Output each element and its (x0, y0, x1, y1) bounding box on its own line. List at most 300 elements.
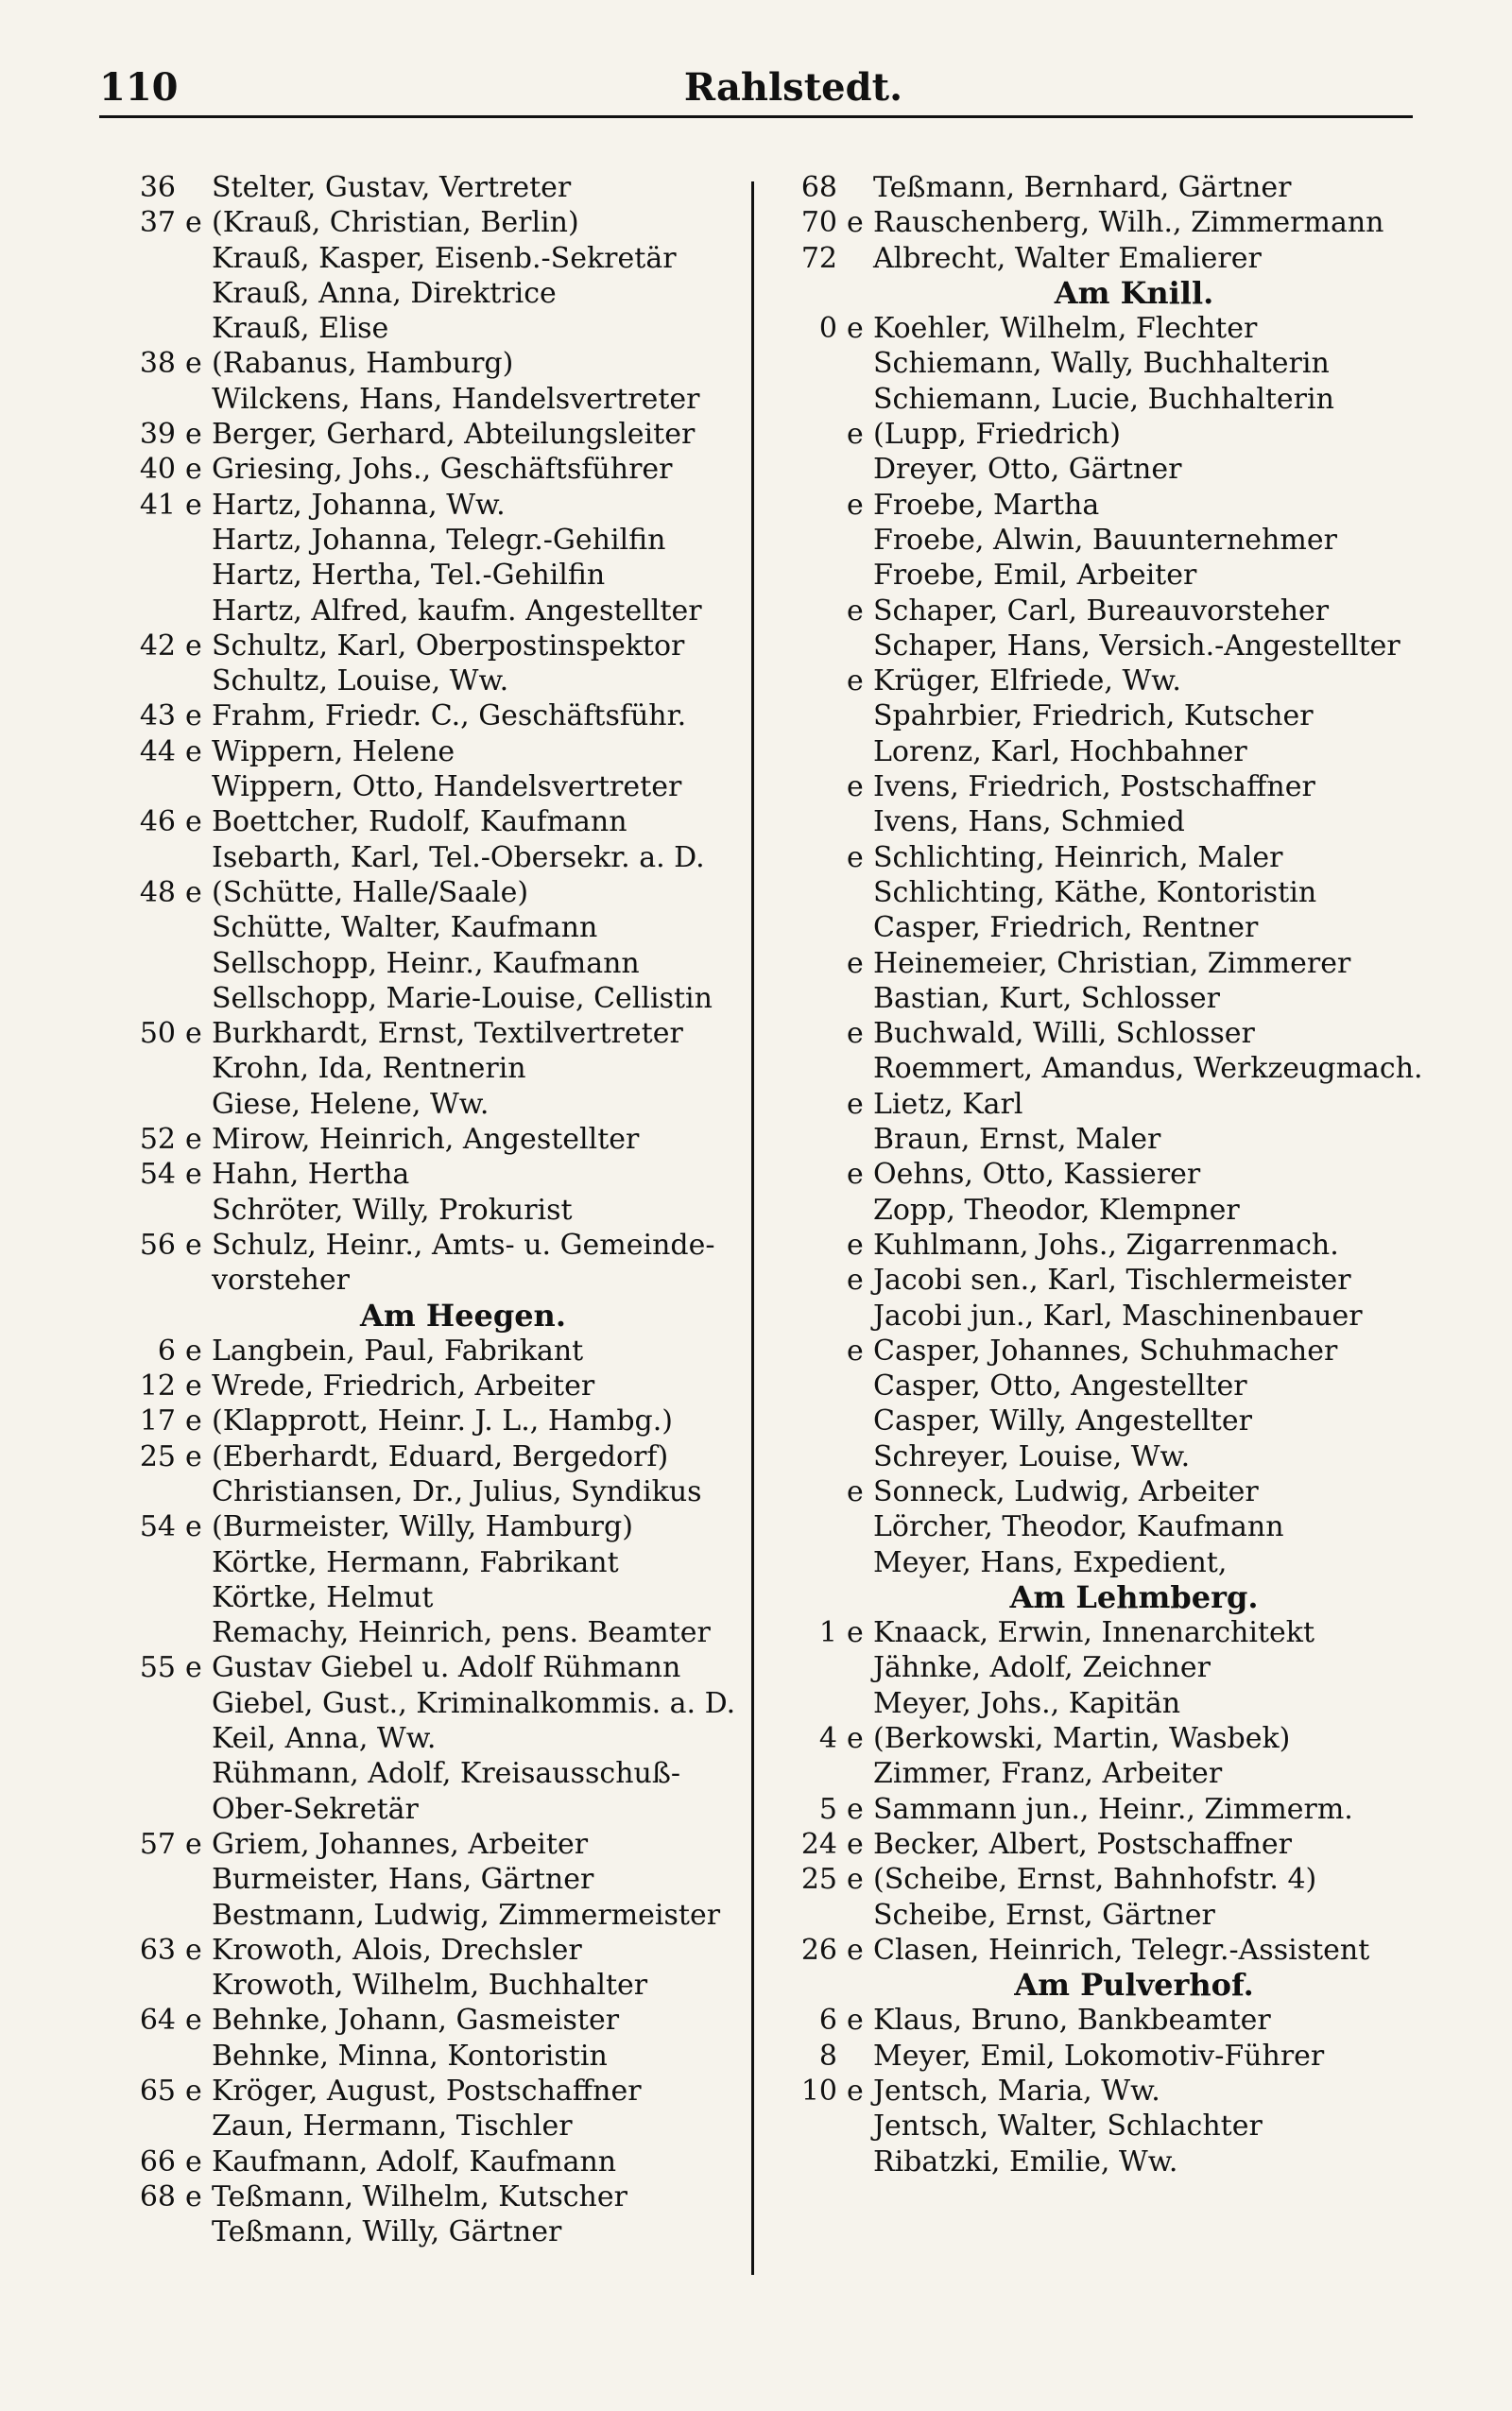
directory-entry (775, 346, 1418, 381)
owner-mark: e (185, 2075, 202, 2109)
section-title: Am Pulverhof. (1014, 1967, 1254, 2004)
owner-mark (847, 2144, 873, 2179)
resident-text: Behnke, Johann, Gasmeister (212, 2004, 620, 2038)
resident-text: Sonneck, Ludwig, Arbeiter (873, 1474, 1259, 1508)
owner-mark: e (847, 1228, 864, 1262)
owner-mark (185, 1474, 212, 1509)
house-number: 17 (139, 1404, 176, 1438)
resident-text: Casper, Johannes, Schuhmacher (873, 1334, 1338, 1368)
directory-entry (775, 840, 1418, 875)
owner-mark: e (185, 347, 202, 381)
resident-text: Lörcher, Theodor, Kaufmann (873, 1510, 1284, 1544)
resident-text: Zopp, Theodor, Klempner (873, 1193, 1240, 1227)
directory-entry (775, 1545, 1418, 1580)
resident-text: Frahm, Friedr. C., Geschäftsführ. (212, 699, 687, 733)
directory-entry (113, 1157, 737, 1192)
house-number: 55 (139, 1651, 176, 1685)
page-header (99, 59, 1413, 118)
owner-mark (847, 2039, 873, 2074)
house-number: 70 (800, 206, 837, 240)
owner-mark: e (185, 1827, 202, 1861)
directory-entry (775, 2003, 1418, 2038)
resident-text: Krowoth, Wilhelm, Buchhalter (212, 1969, 648, 2003)
resident-text: Schultz, Karl, Oberpostinspektor (212, 629, 685, 663)
resident-text: Jentsch, Walter, Schlachter (873, 2110, 1263, 2144)
resident-text: Hartz, Alfred, kaufm. Angestellter (212, 594, 702, 628)
directory-entry (113, 1404, 737, 1438)
resident-text: Sellschopp, Marie-Louise, Cellistin (212, 981, 713, 1015)
house-number (775, 629, 847, 663)
directory-entry (775, 558, 1418, 593)
owner-mark (185, 594, 212, 629)
resident-text: Krauß, Elise (212, 312, 389, 346)
resident-text: Casper, Friedrich, Rentner (873, 911, 1259, 945)
resident-text: Dreyer, Otto, Gärtner (873, 453, 1182, 487)
owner-mark (185, 981, 212, 1016)
owner-mark: e (185, 1933, 202, 1967)
resident-text: Clasen, Heinrich, Telegr.-Assistent (873, 1933, 1370, 1967)
resident-text: Schlichting, Käthe, Kontoristin (873, 875, 1317, 909)
section-title: Am Lehmberg. (1009, 1578, 1259, 1615)
house-number (775, 769, 847, 804)
directory-entry (113, 1580, 737, 1615)
resident-text: Burmeister, Hans, Gärtner (212, 1863, 594, 1897)
house-number (775, 1016, 847, 1051)
owner-mark (185, 1545, 212, 1580)
resident-text: (Rabanus, Hamburg) (212, 347, 514, 381)
house-number (113, 558, 185, 593)
directory-entry (113, 1898, 737, 1933)
resident-text: Jentsch, Maria, Ww. (873, 2075, 1160, 2109)
directory-entry (113, 382, 737, 417)
house-number (113, 1545, 185, 1580)
directory-entry (775, 1334, 1418, 1369)
owner-mark (185, 769, 212, 804)
owner-mark (185, 1898, 212, 1933)
resident-text: Albrecht, Walter Emalierer (873, 241, 1262, 275)
owner-mark (847, 910, 873, 945)
house-number: 25 (139, 1439, 176, 1473)
house-number (775, 1439, 847, 1474)
resident-text: Keil, Anna, Ww. (212, 1722, 437, 1756)
owner-mark (847, 698, 873, 733)
house-number (775, 1334, 847, 1369)
house-number (775, 1299, 847, 1334)
section-title: Am Knill. (1054, 274, 1214, 311)
house-number (775, 1369, 847, 1404)
directory-entry (775, 1051, 1423, 1086)
directory-entry (113, 2144, 737, 2179)
house-number: 26 (800, 1933, 837, 1967)
house-number (775, 910, 847, 945)
owner-mark (847, 346, 873, 381)
house-number (113, 2109, 185, 2144)
owner-mark (185, 1756, 212, 1791)
directory-entry (113, 346, 737, 381)
directory-entry (775, 663, 1418, 698)
resident-text: Bestmann, Ludwig, Zimmermeister (212, 1898, 721, 1932)
resident-text: Schaper, Hans, Versich.-Angestellter (873, 629, 1400, 663)
house-number (113, 1721, 185, 1756)
resident-text: Jacobi sen., Karl, Tischlermeister (873, 1264, 1351, 1298)
resident-text: Schlichting, Heinrich, Maler (873, 840, 1283, 874)
owner-mark: e (847, 488, 864, 522)
resident-text: Lietz, Karl (873, 1087, 1023, 1121)
owner-mark: e (847, 206, 864, 240)
owner-mark: e (185, 418, 202, 452)
directory-entry (775, 981, 1418, 1016)
house-number: 5 (818, 1792, 837, 1826)
house-number: 25 (800, 1863, 837, 1897)
directory-entry (113, 2109, 737, 2144)
owner-mark (847, 1898, 873, 1933)
directory-entry (775, 734, 1418, 769)
house-number (775, 488, 847, 523)
owner-mark (847, 558, 873, 593)
house-number (775, 1157, 847, 1192)
directory-entry (113, 629, 737, 663)
resident-text: Ober-Sekretär (212, 1792, 419, 1826)
owner-mark: e (847, 770, 864, 804)
directory-entry (113, 452, 737, 487)
directory-entry (113, 594, 737, 629)
house-number: 10 (800, 2075, 837, 2109)
house-number (775, 1122, 847, 1157)
owner-mark: e (185, 805, 202, 839)
resident-text: Remachy, Heinrich, pens. Beamter (212, 1616, 711, 1650)
directory-entry (113, 981, 737, 1016)
house-number (775, 523, 847, 558)
owner-mark (847, 452, 873, 487)
resident-text: Wippern, Otto, Handelsvertreter (212, 770, 682, 804)
resident-text: (Scheibe, Ernst, Bahnhofstr. 4) (873, 1863, 1317, 1897)
owner-mark (185, 2214, 212, 2249)
house-number (113, 1051, 185, 1086)
house-number (775, 1404, 847, 1438)
directory-entry (775, 488, 1418, 523)
section-heading (775, 1968, 1418, 2003)
resident-text: Kröger, August, Postschaffner (212, 2075, 642, 2109)
owner-mark (185, 840, 212, 875)
house-number (113, 1087, 185, 1122)
owner-mark: e (185, 1651, 202, 1685)
resident-text: Krauß, Anna, Direktrice (212, 276, 557, 310)
house-number: 46 (139, 805, 176, 839)
directory-entry (113, 1228, 737, 1263)
resident-text: Isebarth, Karl, Tel.-Obersekr. a. D. (212, 840, 705, 874)
house-number: 4 (818, 1722, 837, 1756)
owner-mark (847, 734, 873, 769)
owner-mark: e (847, 1158, 864, 1192)
house-number (775, 1509, 847, 1544)
resident-text: Knaack, Erwin, Innenarchitekt (873, 1616, 1315, 1650)
resident-text: Krowoth, Alois, Drechsler (212, 1933, 582, 1967)
owner-mark: e (847, 1863, 864, 1897)
owner-mark (847, 241, 873, 276)
owner-mark (847, 170, 873, 205)
resident-text: (Burmeister, Willy, Hamburg) (212, 1510, 633, 1544)
house-number: 63 (139, 1933, 176, 1967)
owner-mark: e (847, 1087, 864, 1121)
house-number (113, 769, 185, 804)
directory-entry (113, 1193, 737, 1228)
owner-mark (185, 1580, 212, 1615)
house-number: 24 (800, 1827, 837, 1861)
resident-text: Meyer, Johs., Kapitän (873, 1686, 1181, 1720)
resident-text: Teßmann, Wilhelm, Kutscher (212, 2179, 627, 2213)
directory-entry (113, 946, 737, 981)
resident-text: Giese, Helene, Ww. (212, 1087, 490, 1121)
house-number: 1 (818, 1616, 837, 1650)
resident-text: Koehler, Wilhelm, Flechter (873, 312, 1258, 346)
resident-text: Spahrbier, Friedrich, Kutscher (873, 699, 1314, 733)
directory-entry (775, 1157, 1418, 1192)
directory-entry (113, 170, 737, 205)
resident-text: Körtke, Hermann, Fabrikant (212, 1545, 619, 1579)
resident-text: Zimmer, Franz, Arbeiter (873, 1757, 1223, 1791)
directory-entry (113, 488, 737, 523)
owner-mark: e (185, 2004, 202, 2038)
resident-text: Schiemann, Lucie, Buchhalterin (873, 382, 1334, 416)
house-number (113, 910, 185, 945)
resident-text: Hartz, Hertha, Tel.-Gehilfin (212, 559, 606, 593)
owner-mark: e (185, 1510, 202, 1544)
owner-mark (847, 804, 873, 839)
directory-entry (775, 1898, 1418, 1933)
house-number: 66 (139, 2144, 176, 2179)
house-number (113, 1580, 185, 1615)
owner-mark: e (185, 1439, 202, 1473)
resident-text: Sellschopp, Heinr., Kaufmann (212, 946, 640, 980)
owner-mark: e (185, 1158, 202, 1192)
resident-text: Berger, Gerhard, Abteilungsleiter (212, 418, 696, 452)
house-number (775, 2109, 847, 2144)
directory-entry (775, 2039, 1418, 2074)
owner-mark: e (185, 1123, 202, 1157)
owner-mark: e (847, 840, 864, 874)
house-number: 57 (139, 1827, 176, 1861)
house-number (113, 311, 185, 346)
owner-mark: e (847, 1827, 864, 1861)
house-number: 44 (139, 734, 176, 768)
directory-entry (113, 1968, 737, 2003)
house-number (775, 382, 847, 417)
resident-text: Ivens, Friedrich, Postschaffner (873, 770, 1315, 804)
owner-mark: e (185, 488, 202, 522)
resident-text: Ribatzki, Emilie, Ww. (873, 2144, 1178, 2179)
directory-entry (775, 1474, 1418, 1509)
directory-entry (775, 1650, 1418, 1685)
resident-text: Wilckens, Hans, Handelsvertreter (212, 382, 700, 416)
house-number (775, 1545, 847, 1580)
owner-mark: e (185, 875, 202, 909)
resident-text: Wrede, Friedrich, Arbeiter (212, 1369, 595, 1404)
owner-mark: e (847, 1792, 864, 1826)
directory-entry (775, 698, 1418, 733)
house-number: 40 (139, 453, 176, 487)
house-number (775, 417, 847, 452)
directory-entry (775, 311, 1418, 346)
house-number: 8 (818, 2039, 837, 2073)
directory-entry (113, 840, 737, 875)
house-number (775, 1686, 847, 1721)
house-number (775, 1193, 847, 1228)
owner-mark (847, 1756, 873, 1791)
owner-mark: e (185, 1017, 202, 1051)
house-number: 68 (800, 171, 837, 204)
resident-text: (Berkowski, Martin, Wasbek) (873, 1722, 1291, 1756)
resident-text: Klaus, Bruno, Bankbeamter (873, 2004, 1271, 2038)
owner-mark (847, 1299, 873, 1334)
directory-entry (113, 734, 737, 769)
resident-text: Stelter, Gustav, Vertreter (212, 171, 572, 204)
owner-mark (185, 1792, 212, 1827)
directory-entry (113, 276, 737, 311)
resident-text: Bastian, Kurt, Schlosser (873, 981, 1221, 1015)
directory-entry (775, 1792, 1418, 1827)
resident-text: Zaun, Hermann, Tischler (212, 2110, 573, 2144)
owner-mark: e (185, 629, 202, 663)
house-number (113, 1474, 185, 1509)
resident-text: Hartz, Johanna, Telegr.-Gehilfin (212, 523, 666, 557)
directory-entry (113, 1369, 737, 1404)
house-number: 6 (818, 2004, 837, 2038)
resident-text: Kuhlmann, Johs., Zigarrenmach. (873, 1228, 1339, 1262)
resident-text: (Eberhardt, Eduard, Bergedorf) (212, 1439, 669, 1473)
house-number (775, 1898, 847, 1933)
directory-entry (113, 1862, 737, 1897)
right-column (775, 170, 1423, 2179)
house-number (775, 1263, 847, 1298)
directory-entry (775, 452, 1418, 487)
directory-entry (775, 523, 1418, 558)
resident-text: Jähnke, Adolf, Zeichner (873, 1651, 1211, 1685)
directory-entry (113, 1792, 737, 1827)
directory-entry (775, 241, 1418, 276)
owner-mark: e (847, 1933, 864, 1967)
house-number (113, 840, 185, 875)
owner-mark: e (185, 734, 202, 768)
resident-text: Froebe, Alwin, Bauunternehmer (873, 523, 1337, 557)
owner-mark: e (847, 312, 864, 346)
house-number (775, 875, 847, 910)
resident-text: Wippern, Helene (212, 734, 455, 768)
directory-entry (113, 1087, 737, 1122)
directory-entry (775, 1756, 1418, 1791)
directory-entry (775, 1615, 1418, 1650)
resident-text: Burkhardt, Ernst, Textilvertreter (212, 1017, 683, 1051)
directory-entry (775, 1439, 1418, 1474)
house-number (775, 698, 847, 733)
resident-text: Froebe, Martha (873, 488, 1100, 522)
directory-entry (775, 1299, 1418, 1334)
owner-mark (847, 1122, 873, 1157)
directory-entry (775, 946, 1418, 981)
house-number (113, 241, 185, 276)
resident-text: Casper, Otto, Angestellter (873, 1369, 1247, 1404)
house-number: 72 (800, 241, 837, 275)
owner-mark: e (185, 1404, 202, 1438)
resident-text: vorsteher (212, 1264, 350, 1298)
directory-entry (113, 1474, 737, 1509)
resident-text: Schröter, Willy, Prokurist (212, 1193, 573, 1227)
resident-text: Schaper, Carl, Bureauvorsteher (873, 594, 1330, 628)
house-number (113, 1686, 185, 1721)
directory-entry (775, 1509, 1418, 1544)
resident-text: Meyer, Emil, Lokomotiv-Führer (873, 2039, 1325, 2073)
directory-entry (775, 594, 1418, 629)
owner-mark (185, 1686, 212, 1721)
owner-mark: e (185, 2144, 202, 2179)
directory-entry (775, 1686, 1418, 1721)
directory-entry (113, 1650, 737, 1685)
resident-text: Christiansen, Dr., Julius, Syndikus (212, 1474, 702, 1508)
owner-mark (185, 523, 212, 558)
house-number: 6 (157, 1334, 176, 1368)
house-number: 48 (139, 875, 176, 909)
directory-entry (775, 170, 1418, 205)
directory-entry (775, 1933, 1418, 1968)
resident-text: Schulz, Heinr., Amts- u. Gemeinde- (212, 1228, 715, 1262)
directory-entry (113, 1615, 737, 1650)
owner-mark: e (847, 1722, 864, 1756)
house-number: 41 (139, 488, 176, 522)
house-number (775, 1051, 847, 1086)
owner-mark (847, 629, 873, 663)
section-title: Am Heegen. (360, 1297, 566, 1334)
directory-entry (113, 1756, 737, 1791)
owner-mark: e (847, 418, 864, 452)
directory-entry (775, 875, 1418, 910)
house-number (113, 382, 185, 417)
resident-text: Buchwald, Willi, Schlosser (873, 1017, 1255, 1051)
owner-mark (185, 663, 212, 698)
directory-entry (775, 1721, 1418, 1756)
owner-mark (847, 875, 873, 910)
owner-mark (185, 311, 212, 346)
house-number (775, 1650, 847, 1685)
directory-entry (113, 1827, 737, 1862)
resident-text: Froebe, Emil, Arbeiter (873, 559, 1197, 593)
owner-mark (847, 382, 873, 417)
owner-mark: e (847, 594, 864, 628)
directory-entry (113, 2039, 737, 2074)
owner-mark (185, 910, 212, 945)
owner-mark: e (185, 1228, 202, 1262)
directory-entry (113, 663, 737, 698)
owner-mark: e (847, 664, 864, 698)
house-number: 0 (818, 312, 837, 346)
owner-mark: e (185, 1334, 202, 1368)
owner-mark (185, 382, 212, 417)
house-number (775, 663, 847, 698)
resident-text: Hartz, Johanna, Ww. (212, 488, 506, 522)
house-number (775, 346, 847, 381)
owner-mark (185, 241, 212, 276)
owner-mark (847, 1686, 873, 1721)
owner-mark: e (847, 946, 864, 980)
house-number (775, 946, 847, 981)
house-number: 37 (139, 206, 176, 240)
directory-entry (113, 241, 737, 276)
directory-entry (775, 205, 1418, 240)
resident-text: Boettcher, Rudolf, Kaufmann (212, 805, 627, 839)
resident-text: Schreyer, Louise, Ww. (873, 1439, 1191, 1473)
directory-entry (775, 1016, 1418, 1051)
owner-mark (847, 1193, 873, 1228)
house-number: 50 (139, 1017, 176, 1051)
resident-text: Heinemeier, Christian, Zimmerer (873, 946, 1351, 980)
